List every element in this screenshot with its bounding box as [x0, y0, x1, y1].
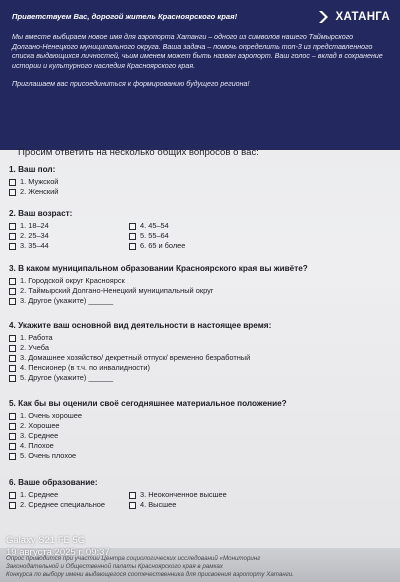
checkbox[interactable]	[9, 298, 16, 305]
checkbox[interactable]	[9, 345, 16, 352]
option-household[interactable]: 3. Домашнее хозяйство/ декретный отпуск/ временно безработный	[9, 353, 394, 363]
checkbox[interactable]	[9, 375, 16, 382]
option-higher[interactable]: 4. Высшее	[129, 500, 249, 510]
option-age-2[interactable]: 2. 25–34	[9, 231, 129, 241]
option-incomplete-higher[interactable]: 3. Неоконченное высшее	[129, 490, 249, 500]
option-male[interactable]: 1. Мужской	[9, 177, 394, 187]
checkbox[interactable]	[9, 453, 16, 460]
photo-datetime: 19 августа 2025 г. 09:37	[6, 547, 110, 558]
question-title: 5. Как бы вы оценили своё сегодняшнее материальное положение?	[9, 399, 287, 408]
question-wealth	[9, 399, 394, 461]
option-female[interactable]: 2. Женский	[9, 187, 394, 197]
option-age-1[interactable]: 1. 18–24	[9, 221, 129, 231]
checkbox[interactable]	[129, 243, 136, 250]
checkbox[interactable]	[129, 233, 136, 240]
checkbox[interactable]	[9, 433, 16, 440]
checkbox[interactable]	[129, 492, 136, 499]
footer-line: Законодательной и Общественной палаты Красноярского края в рамках	[6, 563, 223, 570]
checkbox[interactable]	[129, 223, 136, 230]
checkbox[interactable]	[9, 179, 16, 186]
camera-watermark	[6, 535, 110, 559]
khatanga-logo	[317, 10, 390, 24]
question-age	[9, 209, 394, 251]
question-education	[9, 478, 394, 510]
chevron-right-logo-icon	[317, 10, 331, 24]
checkbox[interactable]	[9, 355, 16, 362]
intro-paragraph: Мы вместе выбираем новое имя для аэропорта Хатанги – одного из символов нашего Таймырского Долгано-Ненецкого муниципального округа. Ваша задача – помочь определить топ-3 из представленного списка выдающихся личностей, чьим именем может быть назван аэропорт. Ваш голос – вклад в сохранение истории и культурного наследия Красноярского края.	[12, 33, 383, 70]
question-title: 2. Ваш возраст:	[9, 209, 73, 218]
checkbox[interactable]	[9, 243, 16, 250]
question-gender	[9, 165, 394, 197]
option-taimyr[interactable]: 2. Таймырский Долгано-Ненецкий муниципальный округ	[9, 286, 394, 296]
checkbox[interactable]	[9, 423, 16, 430]
option-pensioner[interactable]: 4. Пенсионер (в т.ч. по инвалидности)	[9, 363, 394, 373]
checkbox[interactable]	[9, 335, 16, 342]
option-age-4[interactable]: 4. 45–54	[129, 221, 249, 231]
option-age-6[interactable]: 6. 65 и более	[129, 241, 249, 251]
option-other-municipality[interactable]: 3. Другое (укажите) ______	[9, 296, 394, 306]
logo-text: ХАТАНГА	[335, 11, 390, 23]
option-study[interactable]: 2. Учеба	[9, 343, 394, 353]
option-secondary[interactable]: 1. Среднее	[9, 490, 129, 500]
intro-banner	[0, 0, 400, 150]
invite-paragraph: Приглашаем вас присоединиться к формированию будущего региона!	[12, 80, 250, 89]
checkbox[interactable]	[9, 288, 16, 295]
question-title: 6. Ваше образование:	[9, 478, 98, 487]
option-age-5[interactable]: 5. 55–64	[129, 231, 249, 241]
question-title: 1. Ваш пол:	[9, 165, 56, 174]
checkbox[interactable]	[9, 365, 16, 372]
checkbox[interactable]	[9, 223, 16, 230]
option-very-good[interactable]: 1. Очень хорошее	[9, 411, 394, 421]
checkbox[interactable]	[9, 189, 16, 196]
device-name: Galaxy S21 FE 5G	[6, 535, 86, 546]
checkbox[interactable]	[9, 413, 16, 420]
checkbox[interactable]	[9, 233, 16, 240]
option-bad[interactable]: 4. Плохое	[9, 441, 394, 451]
greeting-heading: Приветствуем Вас, дорогой житель Красноярского края!	[12, 12, 238, 21]
checkbox[interactable]	[9, 443, 16, 450]
question-activity	[9, 321, 394, 383]
footer-line: Конкурса по выбору имени выдающегося соотечественника для присвоения аэропорту Хатанги.	[6, 571, 294, 578]
checkbox[interactable]	[129, 502, 136, 509]
questions-subtitle: Просим ответить на несколько общих вопросов о вас:	[18, 147, 259, 158]
question-municipality	[9, 264, 394, 306]
question-title: 3. В каком муниципальном образовании Красноярского края вы живёте?	[9, 264, 308, 273]
option-good[interactable]: 2. Хорошее	[9, 421, 394, 431]
checkbox[interactable]	[9, 502, 16, 509]
footer-line: Опрос проводится при участии Центра социологических исследований «Мониторинг	[6, 555, 261, 562]
option-average[interactable]: 3. Среднее	[9, 431, 394, 441]
option-other-activity[interactable]: 5. Другое (укажите) ______	[9, 373, 394, 383]
option-krasnoyarsk[interactable]: 1. Городской округ Красноярск	[9, 276, 394, 286]
question-title: 4. Укажите ваш основной вид деятельности в настоящее время:	[9, 321, 272, 330]
option-work[interactable]: 1. Работа	[9, 333, 394, 343]
option-very-bad[interactable]: 5. Очень плохое	[9, 451, 394, 461]
option-age-3[interactable]: 3. 35–44	[9, 241, 129, 251]
option-secondary-special[interactable]: 2. Среднее специальное	[9, 500, 129, 510]
checkbox[interactable]	[9, 492, 16, 499]
checkbox[interactable]	[9, 278, 16, 285]
